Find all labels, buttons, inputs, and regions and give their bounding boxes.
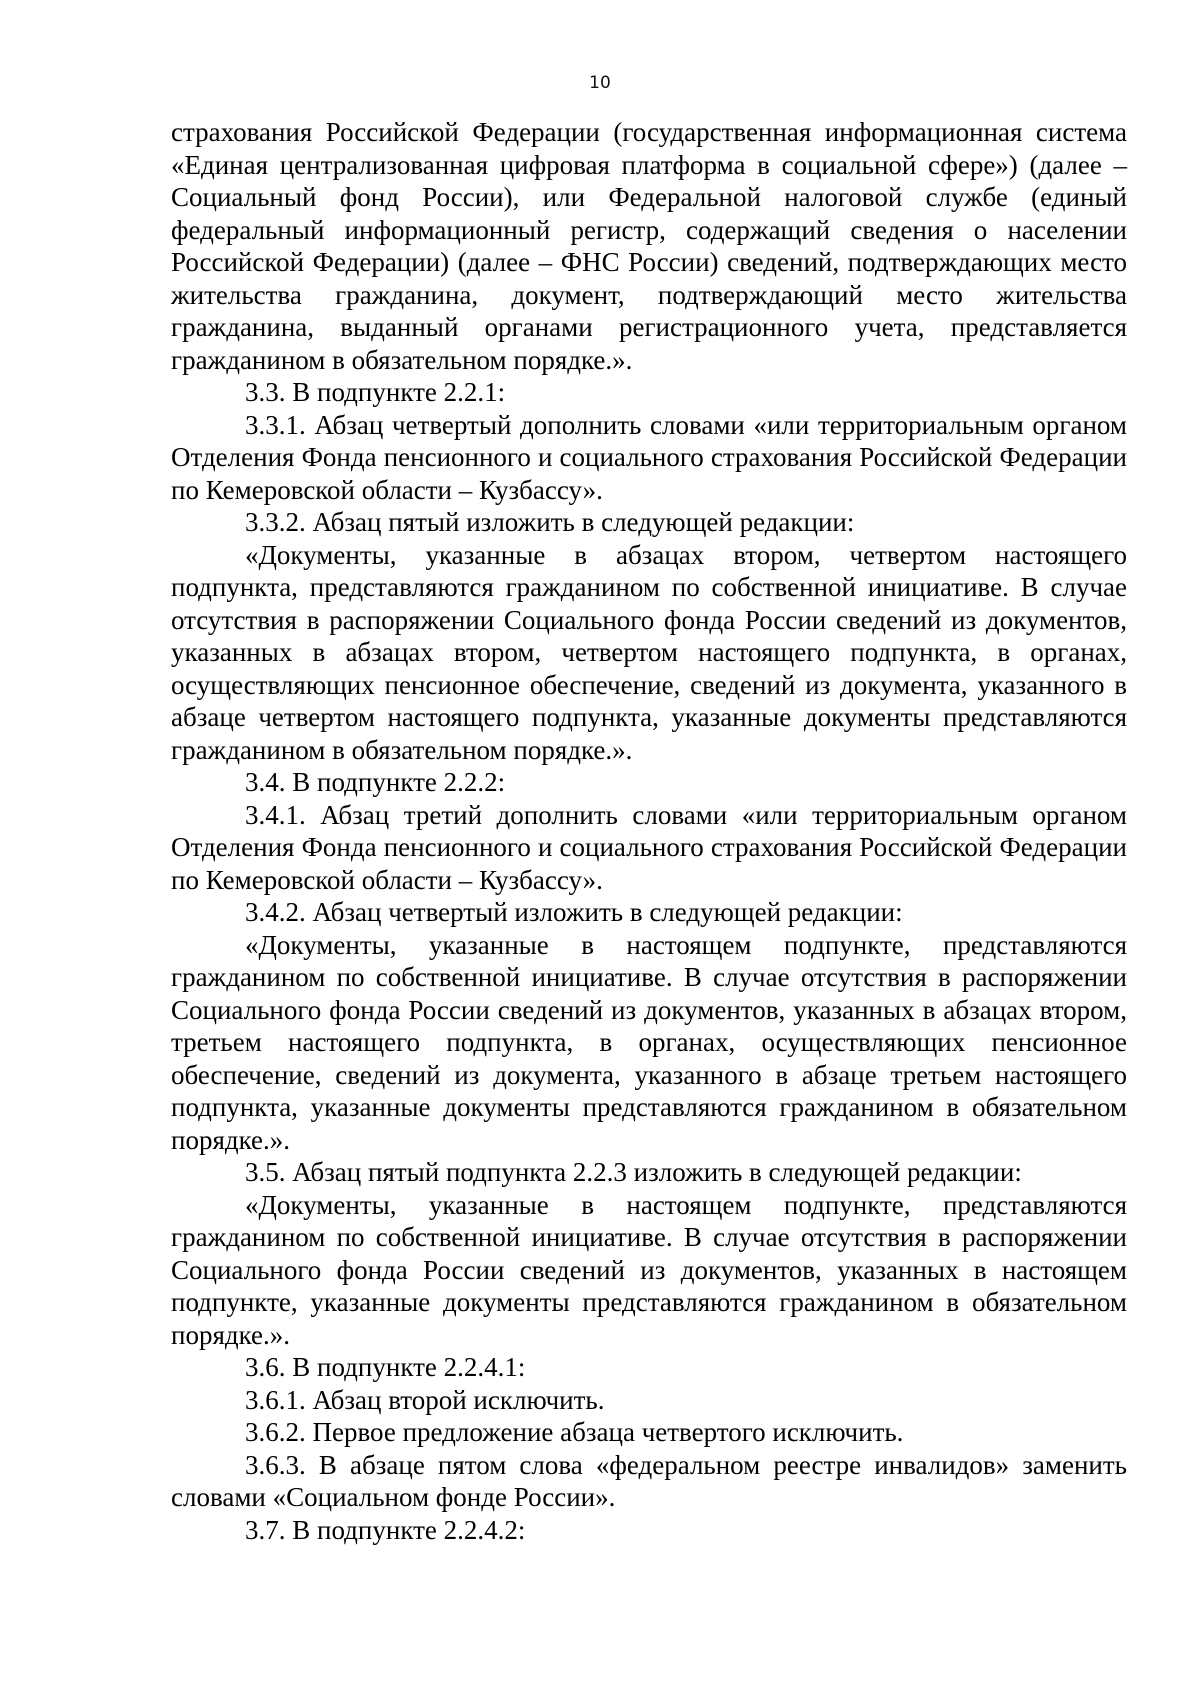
paragraph-3-4-2-quote: «Документы, указанные в настоящем подпункте, представляются гражданином по собственной инициативе. В случае отсутствия в распоряжении Социального фонда России сведений из документов, указанных в абзацах втором, третьем настоящего подпункта, в органах, осуществляющих пенсионное обеспечение, сведений из документа, указанного в абзаце третьем настоящего подпункта, указанные документы представляются гражданином в обязательном порядке.». <box>171 929 1127 1155</box>
paragraph-3-7: 3.7. В подпункте 2.2.4.2: <box>245 1514 526 1545</box>
paragraph-3-6-1: 3.6.1. Абзац второй исключить. <box>245 1384 605 1415</box>
page-number: 10 <box>589 73 611 93</box>
paragraph-3-6-3: 3.6.3. В абзаце пятом слова «федеральном реестре инвалидов» заменить словами «Социальном фонде России». <box>171 1449 1127 1512</box>
paragraph-3-3-2-quote: «Документы, указанные в абзацах втором, четвертом настоящего подпункта, представляются гражданином по собственной инициативе. В случае отсутствия в распоряжении Социального фонда России сведений из документов, указанных в абзацах втором, четвертом настоящего подпункта, в органах, осуществляющих пенсионное обеспечение, сведений из документа, указанного в абзаце четвертом настоящего подпункта, указанные документы представляются гражданином в обязательном порядке.». <box>171 539 1127 765</box>
paragraph-3-4-1: 3.4.1. Абзац третий дополнить словами «или территориальным органом Отделения Фонда пенсионного и социального страхования Российской Федерации по Кемеровской области – Кузбассу». <box>171 799 1127 895</box>
paragraph-3-6-2: 3.6.2. Первое предложение абзаца четвертого исключить. <box>245 1417 904 1447</box>
paragraph-3-5-quote: «Документы, указанные в настоящем подпункте, представляются гражданином по собственной инициативе. В случае отсутствия в распоряжении Социального фонда России сведений из документов, указанных в настоящем подпункте, указанные документы представляются гражданином в обязательном порядке.». <box>171 1189 1127 1350</box>
paragraph-3-3-1: 3.3.1. Абзац четвертый дополнить словами «или территориальным органом Отделения Фонда пенсионного и социального страхования Российской Федерации по Кемеровской области – Кузбассу». <box>171 409 1127 505</box>
document-body <box>171 116 1127 1546</box>
paragraph-3-4-2: 3.4.2. Абзац четвертый изложить в следующей редакции: <box>245 897 903 927</box>
paragraph-3-4: 3.4. В подпункте 2.2.2: <box>245 767 506 797</box>
paragraph-continuation: страхования Российской Федерации (государственная информационная система «Единая централизованная цифровая платформа в социальной сфере») (далее – Социальный фонд России), или Федеральной налоговой службе (единый федеральный информационный регистр, содержащий сведения о населении Российской Федерации) (далее – ФНС России) сведений, подтверждающих место жительства гражданина, документ, подтверждающий место жительства гражданина, выданный органами регистрационного учета, представляется гражданином в обязательном порядке.». <box>171 117 1127 375</box>
paragraph-3-6: 3.6. В подпункте 2.2.4.1: <box>245 1352 526 1382</box>
paragraph-3-3-2: 3.3.2. Абзац пятый изложить в следующей редакции: <box>245 507 855 537</box>
paragraph-3-5: 3.5. Абзац пятый подпункта 2.2.3 изложить в следующей редакции: <box>245 1157 1022 1187</box>
paragraph-3-3: 3.3. В подпункте 2.2.1: <box>245 377 506 407</box>
